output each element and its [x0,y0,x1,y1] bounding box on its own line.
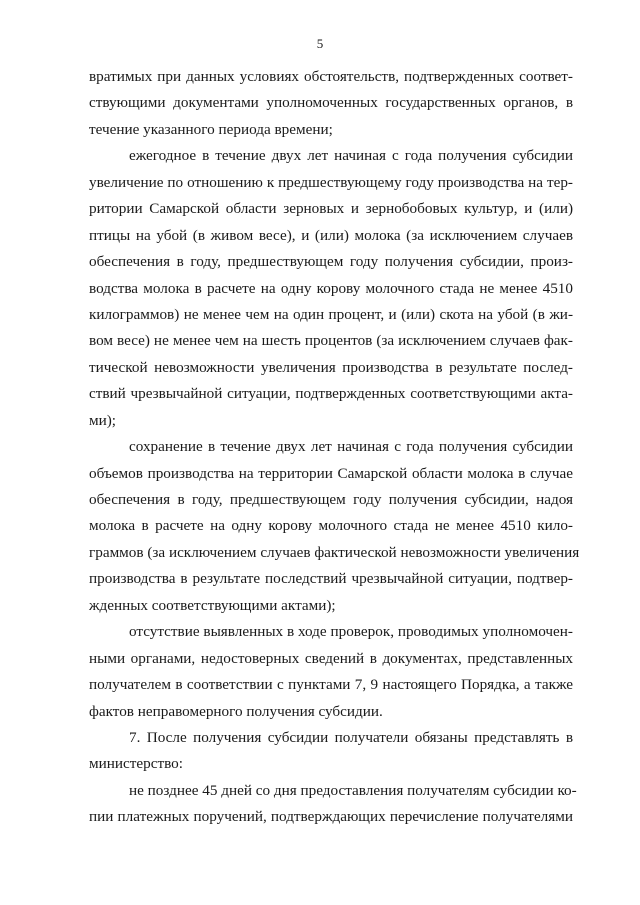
text-line: водства молока в расчете на одну корову молочного стада не менее 4510 [89,279,573,297]
text-line: ежегодное в течение двух лет начиная с года получения субсидии [129,147,573,165]
text-line: обеспечения в году, предшествующем году получения субсидии, надоя [89,491,573,508]
text-line: производства в результате последствий чрезвычайной ситуации, подтвер- [89,570,573,588]
text-line: молока в расчете на одну корову молочного стада не менее 4510 кило- [89,517,573,535]
text-line: тической невозможности увеличения производства в результате послед- [89,358,573,376]
text-line: отсутствие выявленных в ходе проверок, проводимых уполномочен- [129,623,573,641]
text-line: получателем в соответствии с пунктами 7, 9 настоящего Порядка, а также [89,676,573,694]
text-line: пии платежных поручений, подтверждающих перечисление получателями [89,808,573,826]
text-line: вратимых при данных условиях обстоятельств, подтвержденных соответ- [89,68,573,85]
text-line: не позднее 45 дней со дня предоставления получателям субсидии ко- [129,781,577,799]
text-line: обеспечения в году, предшествующем году получения субсидии, произ- [89,253,573,271]
text-line: течение указанного периода времени; [89,120,333,138]
text-line: ными органами, недостоверных сведений в документах, представленных [89,649,573,667]
text-line: килограммов) не менее чем на один процент, и (или) скота на убой (в жи- [89,305,573,323]
text-line: птицы на убой (в живом весе), и (или) молока (за исключением случаев [89,226,573,244]
text-line: ми); [89,411,117,429]
document-body [89,64,580,831]
text-line: 7. После получения субсидии получатели обязаны представлять в [129,728,573,746]
text-line: сохранение в течение двух лет начиная с года получения субсидии [129,438,573,456]
text-line: объемов производства на территории Самарской области молока в случае [89,464,573,482]
text-line: ствий чрезвычайной ситуации, подтвержденных соответствующими акта- [89,385,573,403]
text-line: ритории Самарской области зерновых и зернобобовых культур, и (или) [89,200,573,218]
text-line: фактов неправомерного получения субсидии. [89,702,383,720]
text-line: вом весе) не менее чем на шесть процентов (за исключением случаев фак- [89,332,573,350]
text-line: увеличение по отношению к предшествующему году производства на тер- [89,173,573,191]
page-number: 5 [316,36,324,51]
text-line: министерство: [89,755,183,773]
text-line: граммов (за исключением случаев фактической невозможности увеличения [89,543,580,561]
text-line: ствующими документами уполномоченных государственных органов, в [89,94,573,112]
text-line: жденных соответствующими актами); [89,596,336,614]
